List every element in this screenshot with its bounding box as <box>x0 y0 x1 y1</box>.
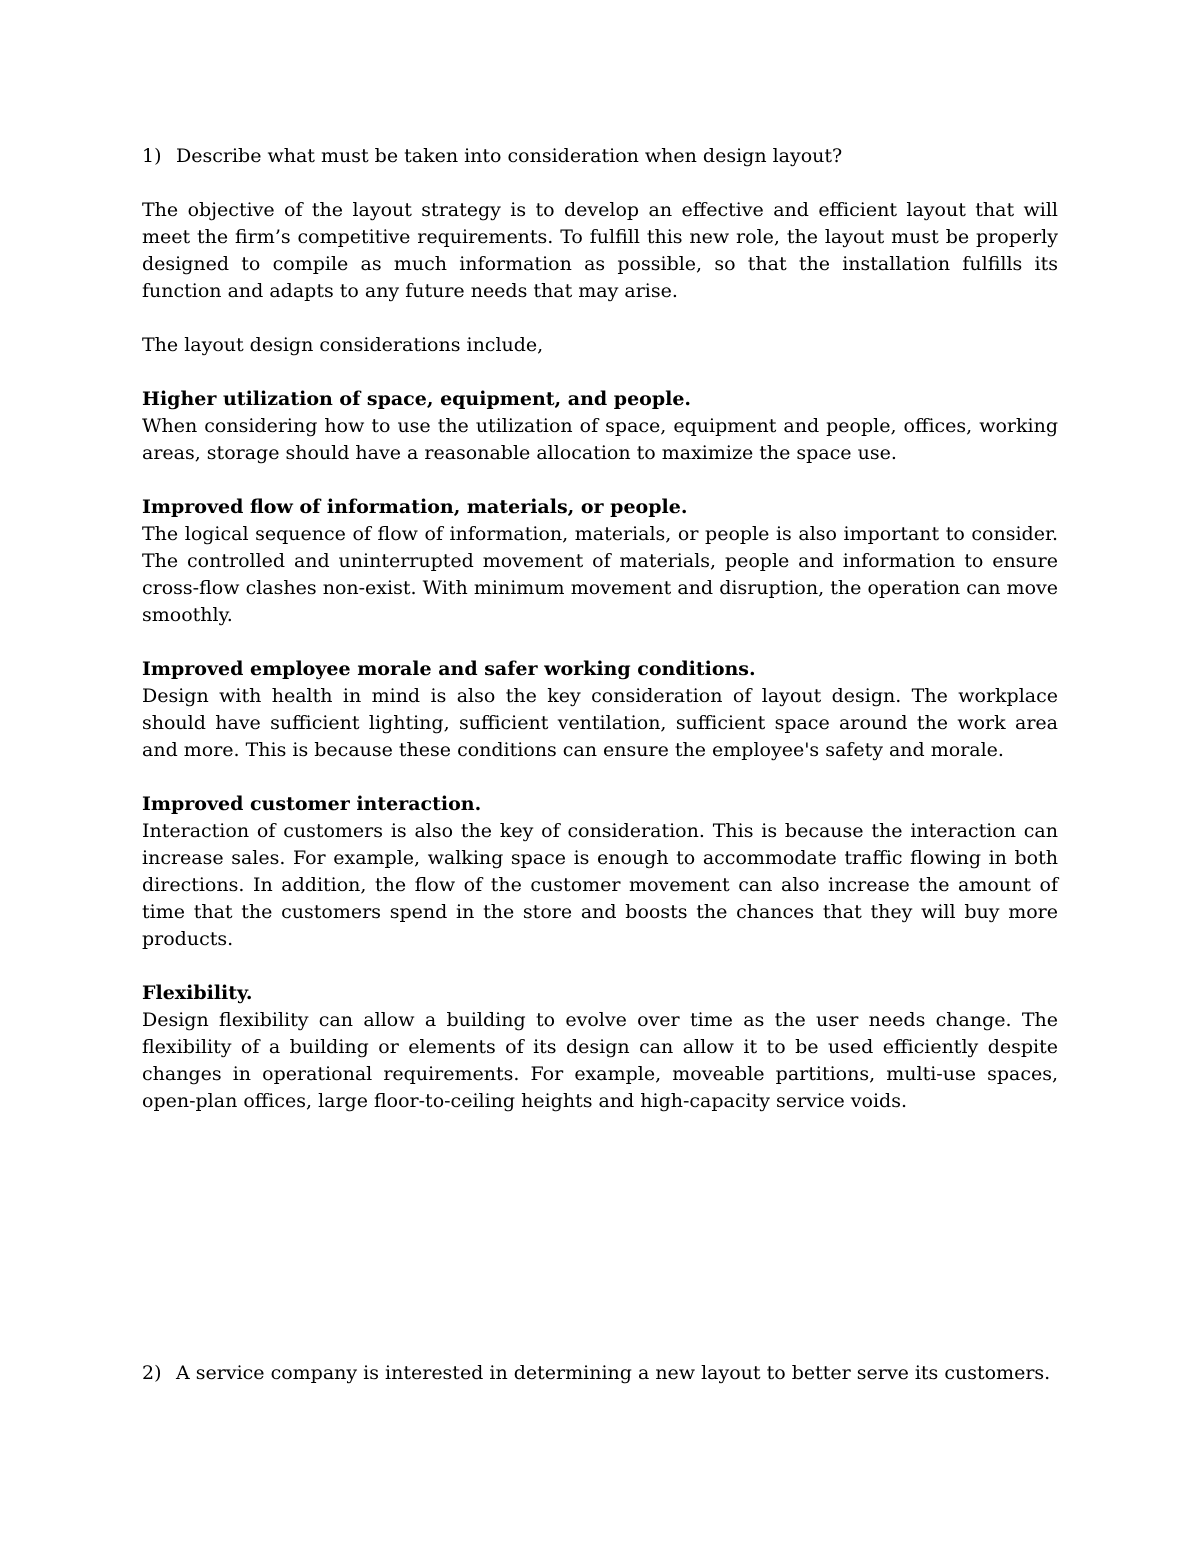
question2-block <box>142 1360 1058 1387</box>
question1-text: Describe what must be taken into consideration when design layout? <box>176 145 843 167</box>
section-heading: Improved customer interaction. <box>142 793 482 815</box>
section-heading: Higher utilization of space, equipment, and people. <box>142 388 692 410</box>
section-flexibility <box>142 980 1058 1115</box>
section-customer-interaction <box>142 791 1058 953</box>
lead-in-paragraph: The layout design considerations include, <box>142 334 544 356</box>
question1-number: 1) <box>142 145 162 167</box>
question2-text: A service company is interested in determining a new layout to better serve its customers. <box>176 1362 1051 1384</box>
section-body: Design with health in mind is also the key consideration of layout design. The workplace should have sufficient lighting, sufficient ventilation, sufficient space around the work area and more. This is because these conditions can ensure the employee's safety and morale. <box>142 685 1058 761</box>
intro-paragraph: The objective of the layout strategy is to develop an effective and efficient layout that will meet the firm’s competitive requirements. To fulfill this new role, the layout must be properly designed to compile as much information as possible, so that the installation fulfills its function and adapts to any future needs that may arise. <box>142 199 1058 302</box>
section-body: The logical sequence of flow of information, materials, or people is also important to consider. The controlled and uninterrupted movement of materials, people and information to ensure cross-flow clashes non-exist. With minimum movement and disruption, the operation can move smoothly. <box>142 523 1058 626</box>
section-heading: Improved employee morale and safer working conditions. <box>142 658 756 680</box>
section-flow <box>142 494 1058 629</box>
question1-line <box>142 143 1058 170</box>
section-body: When considering how to use the utilization of space, equipment and people, offices, working areas, storage should have a reasonable allocation to maximize the space use. <box>142 415 1058 464</box>
section-heading: Improved flow of information, materials, or people. <box>142 496 688 518</box>
section-space-utilization <box>142 386 1058 467</box>
section-heading: Flexibility. <box>142 982 253 1004</box>
section-employee-morale <box>142 656 1058 764</box>
question2-line <box>142 1360 1058 1387</box>
section-body: Design flexibility can allow a building to evolve over time as the user needs change. The flexibility of a building or elements of its design can allow it to be used efficiently despite changes in operational requirements. For example, moveable partitions, multi-use spaces, open-plan offices, large floor-to-ceiling heights and high-capacity service voids. <box>142 1009 1058 1112</box>
question1-block <box>142 143 1058 1115</box>
question2-number: 2) <box>142 1362 162 1384</box>
section-body: Interaction of customers is also the key of consideration. This is because the interaction can increase sales. For example, walking space is enough to accommodate traffic flowing in both directions. In addition, the flow of the customer movement can also increase the amount of time that the customers spend in the store and boosts the chances that they will buy more products. <box>142 820 1058 950</box>
